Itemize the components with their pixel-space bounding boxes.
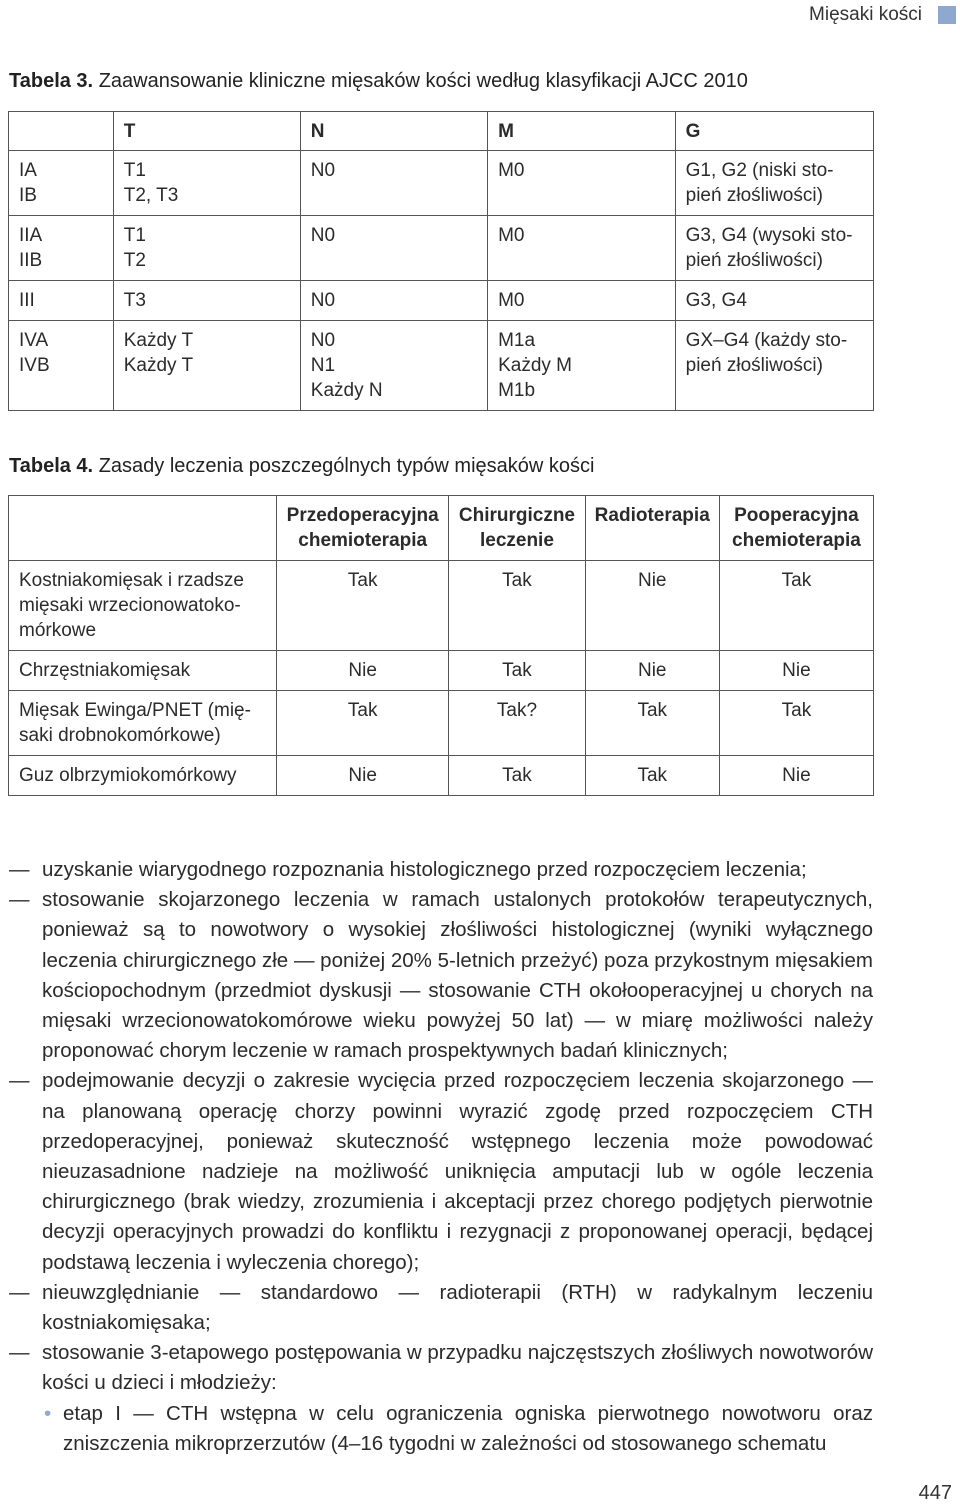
- cell-line: chemioterapia: [732, 530, 861, 551]
- table4-header-cell: [449, 496, 585, 561]
- cell-line: T3: [123, 290, 146, 311]
- value-cell: Nie: [277, 756, 449, 796]
- cell-line: G3, G4 (wysoki sto-: [685, 225, 853, 246]
- cell-line: T1: [123, 160, 146, 181]
- table3-header-cell: G: [675, 112, 873, 151]
- running-header-title: Mięsaki kości: [809, 4, 922, 25]
- list-item: [9, 885, 873, 1066]
- t-cell: [113, 281, 300, 321]
- table4-caption-label: Tabela 4.: [9, 455, 94, 477]
- dash-marker: —: [9, 858, 30, 881]
- cell-line: Mięsak Ewinga/PNET (mię-: [19, 700, 251, 721]
- cell-line: pień złośliwości): [685, 250, 823, 271]
- tumor-type-cell: [9, 756, 277, 796]
- value-cell: Nie: [585, 561, 719, 651]
- dash-marker: —: [9, 1341, 30, 1365]
- cell-line: pień złośliwości): [685, 355, 823, 376]
- cell-line: Chirurgiczne: [458, 505, 575, 526]
- g-cell: [675, 151, 873, 216]
- table-row: [9, 281, 874, 321]
- list-item-text: stosowanie 3-etapowego postępowania w przypadku najczęstszych złośliwych nowotworów kości u dzieci i młodzieży:: [42, 1341, 873, 1395]
- dash-marker: —: [9, 1069, 30, 1093]
- table3-header-cell: N: [300, 112, 487, 151]
- n-cell: [300, 216, 487, 281]
- value-cell: Tak: [449, 561, 585, 651]
- table3-header-cell: T: [113, 112, 300, 151]
- cell-line: GX–G4 (każdy sto-: [685, 330, 848, 351]
- m-cell: [488, 151, 676, 216]
- value-cell: Tak: [277, 691, 449, 756]
- cell-line: T2: [123, 250, 146, 271]
- t-cell: [113, 321, 300, 411]
- table-row: [9, 691, 874, 756]
- page-number: 447: [918, 1482, 952, 1504]
- value-cell: Tak: [719, 561, 873, 651]
- list-item-text: stosowanie skojarzonego leczenia w ramach ustalonych protokołów terapeutycznych, ponieważ są to nowotwory o wysokiej złośliwości histologicznej (wyniki wyłącznego leczenia chirurgicznego złe — poniżej 20% 5-letnich przeżyć) poza przykostnym mięsakiem kościopochodnym (przedmiot dyskusji — stosowanie CTH okołooperacyjnej u chorych na mięsaki wrzecionowatokomórowe wieku powyżej 50 lat) — w miarę możliwości należy proponować chorym leczenie w ramach prospektywnych badań klinicznych;: [42, 888, 873, 1063]
- table3-header-cell: M: [488, 112, 676, 151]
- cell-line: Każdy T: [123, 355, 194, 376]
- table-row: [9, 651, 874, 691]
- list-item: [9, 1278, 873, 1338]
- value-cell: Nie: [719, 756, 873, 796]
- header-square-icon: [938, 6, 956, 24]
- cell-line: N0: [310, 330, 336, 351]
- table4-caption-text: Zasady leczenia poszczególnych typów mięsaków kości: [98, 455, 595, 477]
- list-item: [9, 1338, 873, 1398]
- value-cell: Tak?: [449, 691, 585, 756]
- n-cell: [300, 321, 487, 411]
- value-cell: Tak: [585, 756, 719, 796]
- value-cell: Nie: [585, 651, 719, 691]
- cell-line: Przedoperacyjna: [286, 505, 439, 526]
- cell-line: IIA: [19, 225, 43, 246]
- table3-caption-text: Zaawansowanie kliniczne mięsaków kości według klasyfikacji AJCC 2010: [98, 70, 748, 92]
- cell-line: M0: [498, 290, 525, 311]
- cell-line: G1, G2 (niski sto-: [685, 160, 834, 181]
- list-item: [9, 1066, 873, 1277]
- t-cell: [113, 216, 300, 281]
- table4-header-cell: [719, 496, 873, 561]
- cell-line: IB: [19, 185, 37, 206]
- list-item: [9, 855, 873, 885]
- table4-header-empty: [9, 496, 277, 561]
- table4-header-row: [9, 496, 874, 561]
- g-cell: [675, 281, 873, 321]
- cell-line: Każdy M: [498, 355, 572, 376]
- cell-line: Kostniakomięsak i rzadsze: [19, 570, 244, 591]
- table-row: [9, 561, 874, 651]
- value-cell: Tak: [449, 756, 585, 796]
- cell-line: M0: [498, 160, 525, 181]
- table-row: [9, 216, 874, 281]
- g-cell: [675, 216, 873, 281]
- stage-cell: [9, 281, 114, 321]
- value-cell: Tak: [585, 691, 719, 756]
- running-header: [809, 4, 956, 26]
- n-cell: [300, 281, 487, 321]
- cell-line: N0: [310, 290, 336, 311]
- cell-line: T1: [123, 225, 146, 246]
- table3-staging: [8, 111, 874, 411]
- cell-line: Każdy T: [123, 330, 194, 351]
- cell-line: leczenie: [479, 530, 554, 551]
- g-cell: [675, 321, 873, 411]
- cell-line: Chrzęstniakomięsak: [19, 660, 191, 681]
- cell-line: IIB: [19, 250, 43, 271]
- value-cell: Tak: [277, 561, 449, 651]
- recommendations-list: [9, 855, 873, 1459]
- table-row: [9, 756, 874, 796]
- stage-cell: [9, 151, 114, 216]
- table4-header-cell: [585, 496, 719, 561]
- cell-line: Każdy N: [310, 380, 383, 401]
- cell-line: M0: [498, 225, 525, 246]
- tumor-type-cell: [9, 561, 277, 651]
- table-row: [9, 151, 874, 216]
- cell-line: chemioterapia: [298, 530, 428, 551]
- list-item-text: podejmowanie decyzji o zakresie wycięcia przed rozpoczęciem leczenia skojarzonego — na planowaną operację chorzy powinni wyrazić zgodę przed rozpoczęciem CTH przedoperacyjnej, ponieważ skuteczność wstępnego leczenia może powodować nieuzasadnione nadzieje na możliwość uniknięcia amputacji lub w ogóle leczenia chirurgicznego (brak wiedzy, zrozumienia i akceptacji przez chorego podjętych pierwotnie decyzji operacyjnych prowadzi do konfliktu i rezygnacji z proponowanej operacji, będącej podstawą leczenia i wyleczenia chorego);: [42, 1069, 873, 1274]
- stage-cell: [9, 321, 114, 411]
- table4-treatment: [8, 495, 874, 796]
- cell-line: Radioterapia: [594, 505, 710, 526]
- tumor-type-cell: [9, 691, 277, 756]
- list-item-text: nieuwzględnianie — standardowo — radioterapii (RTH) w radykalnym leczeniu kostniakomięsaka;: [42, 1280, 873, 1335]
- value-cell: Tak: [449, 651, 585, 691]
- value-cell: Tak: [719, 691, 873, 756]
- cell-line: mięsaki wrzecionowatoko-: [19, 595, 241, 616]
- table3-header-cell: [9, 112, 114, 151]
- cell-line: Pooperacyjna: [734, 505, 859, 526]
- cell-line: IVA: [19, 330, 49, 351]
- cell-line: mórkowe: [19, 620, 97, 641]
- bullet-icon: •: [44, 1401, 52, 1425]
- n-cell: [300, 151, 487, 216]
- list-item-text: uzyskanie wiarygodnego rozpoznania histologicznego przed rozpoczęciem leczenia;: [42, 858, 807, 881]
- value-cell: Nie: [719, 651, 873, 691]
- m-cell: [488, 321, 676, 411]
- table-row: [9, 321, 874, 411]
- cell-line: IVB: [19, 355, 50, 376]
- value-cell: Nie: [277, 651, 449, 691]
- cell-line: N0: [310, 225, 336, 246]
- dash-marker: —: [9, 1280, 30, 1304]
- m-cell: [488, 216, 676, 281]
- cell-line: N1: [310, 355, 336, 376]
- cell-line: N0: [310, 160, 336, 181]
- sub-list-item-text: etap I — CTH wstępna w celu ograniczenia ogniska pierwotnego nowotworu oraz zniszczenia mikroprzerzutów (4–16 tygodni w zależności od stosowanego schematu: [63, 1401, 873, 1455]
- table4-header-cell: [277, 496, 449, 561]
- cell-line: saki drobnokomórkowe): [19, 725, 221, 746]
- dash-marker: —: [9, 888, 30, 912]
- table3-header-row: [9, 112, 874, 151]
- table3-caption: [9, 70, 748, 93]
- t-cell: [113, 151, 300, 216]
- cell-line: M1a: [498, 330, 536, 351]
- cell-line: III: [19, 290, 35, 311]
- cell-line: G3, G4: [685, 290, 747, 311]
- m-cell: [488, 281, 676, 321]
- table4-caption: [9, 455, 594, 478]
- cell-line: pień złośliwości): [685, 185, 823, 206]
- cell-line: T2, T3: [123, 185, 179, 206]
- cell-line: IA: [19, 160, 37, 181]
- table3-caption-label: Tabela 3.: [9, 70, 94, 92]
- sub-list-item: [9, 1399, 873, 1459]
- tumor-type-cell: [9, 651, 277, 691]
- stage-cell: [9, 216, 114, 281]
- cell-line: M1b: [498, 380, 536, 401]
- cell-line: Guz olbrzymiokomórkowy: [19, 765, 237, 786]
